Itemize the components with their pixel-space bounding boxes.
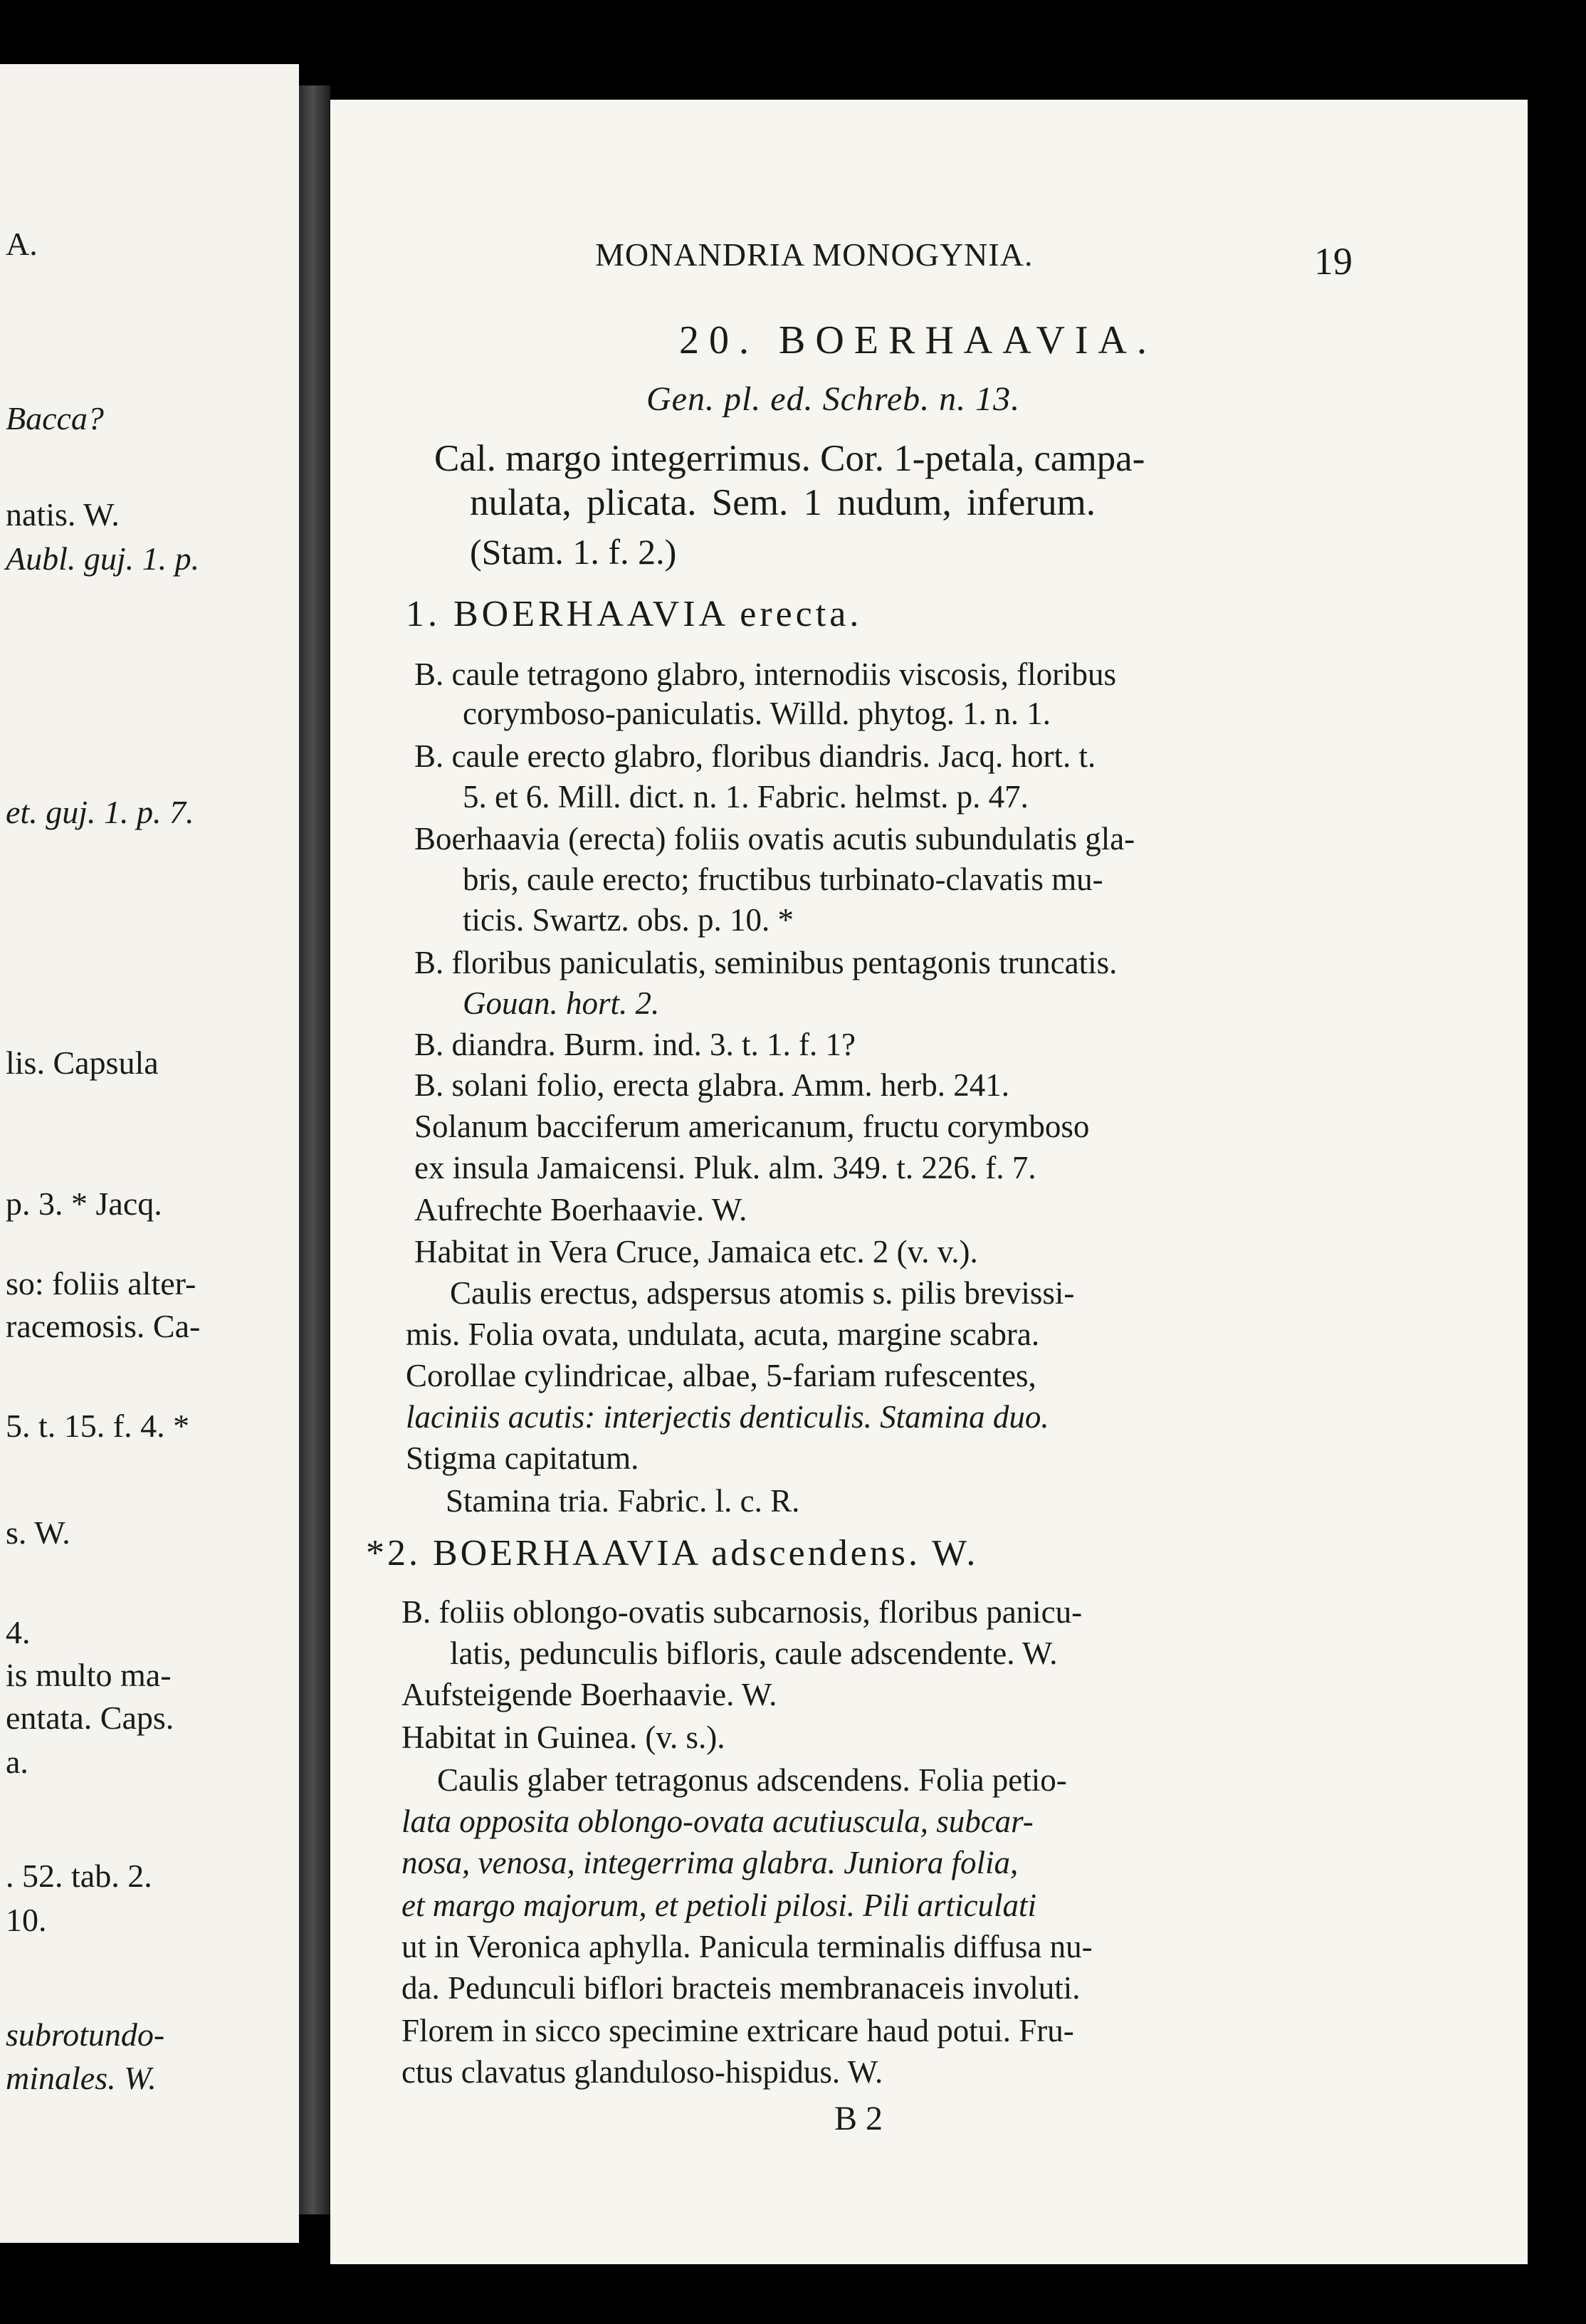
species-text-line: Corollae cylindricae, albae, 5-fariam rufescentes,	[406, 1358, 1036, 1393]
left-fragment: minales. W.	[6, 2060, 157, 2096]
left-fragment: natis. W.	[6, 496, 120, 533]
species-text-line: laciniis acutis: interjectis denticulis. Stamina duo.	[406, 1399, 1049, 1435]
species-text-line: Aufrechte Boerhaavie. W.	[414, 1192, 747, 1228]
left-page-fragment	[0, 64, 299, 2243]
left-fragment: lis. Capsula	[6, 1045, 159, 1081]
species-text-line: et margo majorum, et petioli pilosi. Pili articulati	[401, 1888, 1037, 1923]
running-title: MONANDRIA MONOGYNIA.	[595, 236, 1034, 273]
species-text-line: bris, caule erecto; fructibus turbinato-clavatis mu-	[463, 862, 1103, 897]
species-text-line: Habitat in Guinea. (v. s.).	[401, 1720, 725, 1755]
left-fragment: et. guj. 1. p. 7.	[6, 794, 194, 830]
species-heading: 1. BOERHAAVIA erecta.	[406, 594, 863, 634]
left-fragment: subrotundo-	[6, 2016, 165, 2053]
species-text-line: Solanum bacciferum americanum, fructu corymboso	[414, 1109, 1090, 1144]
book-page	[330, 100, 1528, 2264]
species-text-line: 5. et 6. Mill. dict. n. 1. Fabric. helmst. p. 47.	[463, 779, 1029, 815]
species-text-line: B. caule erecto glabro, floribus diandris. Jacq. hort. t.	[414, 738, 1096, 774]
species-text-line: ticis. Swartz. obs. p. 10. *	[463, 902, 794, 938]
species-text-line: Caulis glaber tetragonus adscendens. Folia petio-	[437, 1762, 1067, 1798]
species-text-line: ex insula Jamaicensi. Pluk. alm. 349. t. 226. f. 7.	[414, 1150, 1036, 1185]
genus-heading: 20. BOERHAAVIA.	[679, 318, 1157, 362]
page-number: 19	[1314, 240, 1353, 283]
species-text-line: Boerhaavia (erecta) foliis ovatis acutis subundulatis gla-	[414, 821, 1135, 857]
left-fragment: is multo ma-	[6, 1657, 172, 1693]
species-text-line: B. caule tetragono glabro, internodiis viscosis, floribus	[414, 656, 1117, 692]
left-fragment: Bacca?	[6, 400, 104, 436]
species-text-line: Stamina tria. Fabric. l. c. R.	[446, 1483, 800, 1519]
genus-character-line: nulata, plicata. Sem. 1 nudum, inferum.	[470, 482, 1096, 523]
left-fragment: A.	[6, 226, 38, 262]
left-fragment: a.	[6, 1744, 28, 1780]
left-fragment: 10.	[6, 1902, 47, 1938]
genus-character-line: (Stam. 1. f. 2.)	[470, 532, 677, 572]
species-heading: *2. BOERHAAVIA adscendens. W.	[366, 1533, 979, 1574]
left-fragment: 4.	[6, 1614, 31, 1650]
genus-character-line: Cal. margo integerrimus. Cor. 1-petala, campa-	[434, 438, 1145, 479]
species-text-line: Gouan. hort. 2.	[463, 985, 660, 1021]
species-text-line: da. Pedunculi biflori bracteis membranaceis involuti.	[401, 1970, 1081, 2006]
left-fragment: so: foliis alter-	[6, 1265, 196, 1302]
left-fragment: Aubl. guj. 1. p.	[6, 540, 200, 577]
species-text-line: Stigma capitatum.	[406, 1440, 639, 1476]
book-gutter-shadow	[299, 85, 330, 2214]
species-text-line: lata opposita oblongo-ovata acutiuscula, subcar-	[401, 1804, 1034, 1839]
species-text-line: B. diandra. Burm. ind. 3. t. 1. f. 1?	[414, 1027, 856, 1062]
species-text-line: ut in Veronica aphylla. Panicula terminalis diffusa nu-	[401, 1929, 1093, 1964]
species-text-line: latis, pedunculis bifloris, caule adscendente. W.	[450, 1635, 1058, 1671]
left-fragment: entata. Caps.	[6, 1700, 174, 1736]
printer-signature: B 2	[834, 2100, 883, 2137]
species-text-line: B. solani folio, erecta glabra. Amm. herb. 241.	[414, 1067, 1010, 1103]
species-text-line: ctus clavatus glanduloso-hispidus. W.	[401, 2054, 883, 2090]
species-text-line: nosa, venosa, integerrima glabra. Juniora folia,	[401, 1845, 1019, 1880]
left-fragment: s. W.	[6, 1514, 70, 1551]
species-text-line: corymboso-paniculatis. Willd. phytog. 1. n. 1.	[463, 696, 1051, 731]
species-text-line: Aufsteigende Boerhaavie. W.	[401, 1677, 777, 1712]
left-fragment: . 52. tab. 2.	[6, 1858, 152, 1894]
species-text-line: mis. Folia ovata, undulata, acuta, margine scabra.	[406, 1317, 1040, 1352]
left-fragment: 5. t. 15. f. 4. *	[6, 1408, 190, 1444]
species-text-line: Florem in sicco specimine extricare haud potui. Fru-	[401, 2013, 1074, 2048]
left-fragment: racemosis. Ca-	[6, 1308, 201, 1344]
genus-reference: Gen. pl. ed. Schreb. n. 13.	[646, 380, 1021, 418]
left-fragment: p. 3. * Jacq.	[6, 1185, 162, 1222]
species-text-line: B. floribus paniculatis, seminibus pentagonis truncatis.	[414, 945, 1118, 980]
species-text-line: Caulis erectus, adspersus atomis s. pilis brevissi-	[450, 1275, 1075, 1311]
species-text-line: Habitat in Vera Cruce, Jamaica etc. 2 (v. v.).	[414, 1234, 978, 1270]
species-text-line: B. foliis oblongo-ovatis subcarnosis, floribus panicu-	[401, 1594, 1083, 1630]
